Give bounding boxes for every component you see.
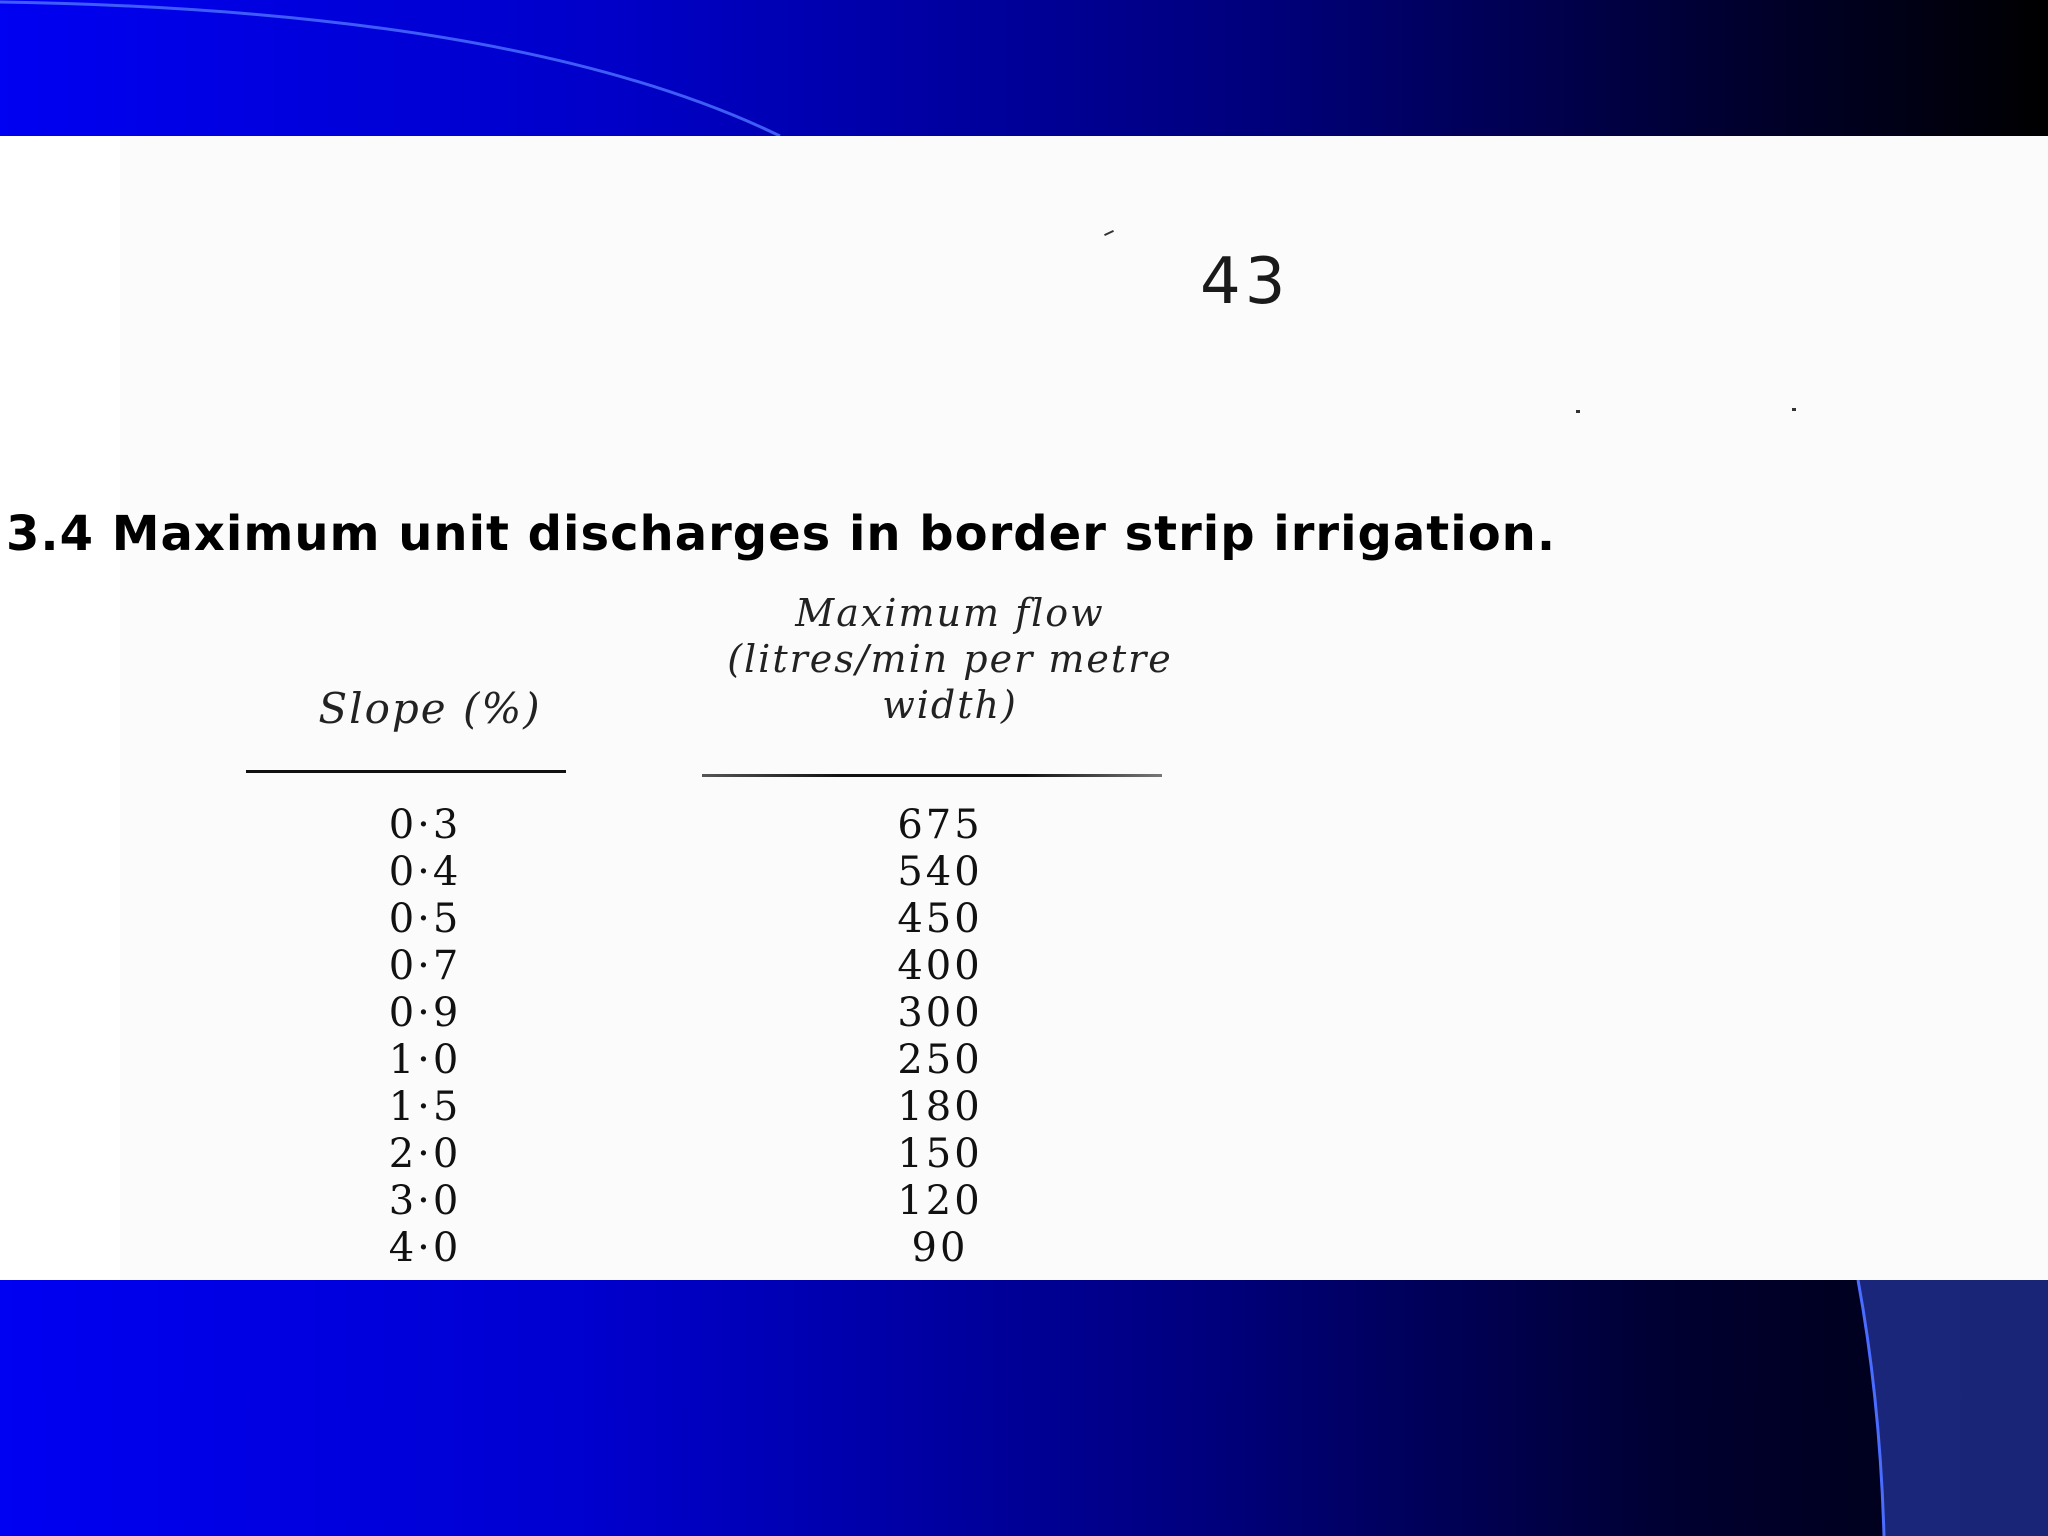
flow-cell: 400 (897, 943, 983, 989)
slope-cell: 1·5 (388, 1084, 462, 1130)
slope-cell: 2·0 (388, 1131, 462, 1177)
slope-cell: 0·3 (388, 802, 462, 848)
bottom-footer-band (0, 1280, 2048, 1536)
flow-cell: 180 (897, 1084, 983, 1130)
handwritten-page-number: 43 (1200, 245, 1290, 319)
flow-cell: 150 (897, 1131, 983, 1177)
flow-cell: 90 (911, 1225, 969, 1271)
flow-cell: 675 (897, 802, 983, 848)
flow-column-header (690, 591, 1210, 732)
slope-column-header: Slope (%) (318, 684, 542, 733)
flow-header-line: width) (882, 683, 1018, 727)
scan-speck (1792, 408, 1796, 411)
slope-cell: 4·0 (388, 1225, 462, 1271)
flow-cell: 120 (897, 1178, 983, 1224)
bottom-decorative-curve (0, 1280, 2048, 1536)
slope-cell: 3·0 (388, 1178, 462, 1224)
flow-header-rule (702, 774, 1162, 777)
flow-header-line: (litres/min per metre (727, 637, 1173, 681)
scan-speck (1576, 410, 1580, 413)
slope-cell: 1·0 (388, 1037, 462, 1083)
flow-cell: 300 (897, 990, 983, 1036)
slope-values-column (330, 802, 520, 1272)
top-header-band (0, 0, 2048, 136)
flow-cell: 450 (897, 896, 983, 942)
slope-cell: 0·9 (388, 990, 462, 1036)
flow-header-line: Maximum flow (795, 591, 1105, 635)
slope-cell: 0·5 (388, 896, 462, 942)
top-decorative-curve (0, 0, 2048, 136)
table-title: 3.4 Maximum unit discharges in border strip irrigation. (6, 506, 1557, 562)
flow-cell: 540 (897, 849, 983, 895)
flow-values-column (840, 802, 1040, 1272)
flow-cell: 250 (897, 1037, 983, 1083)
slope-header-rule (246, 770, 566, 773)
slope-cell: 0·7 (388, 943, 462, 989)
slope-cell: 0·4 (388, 849, 462, 895)
